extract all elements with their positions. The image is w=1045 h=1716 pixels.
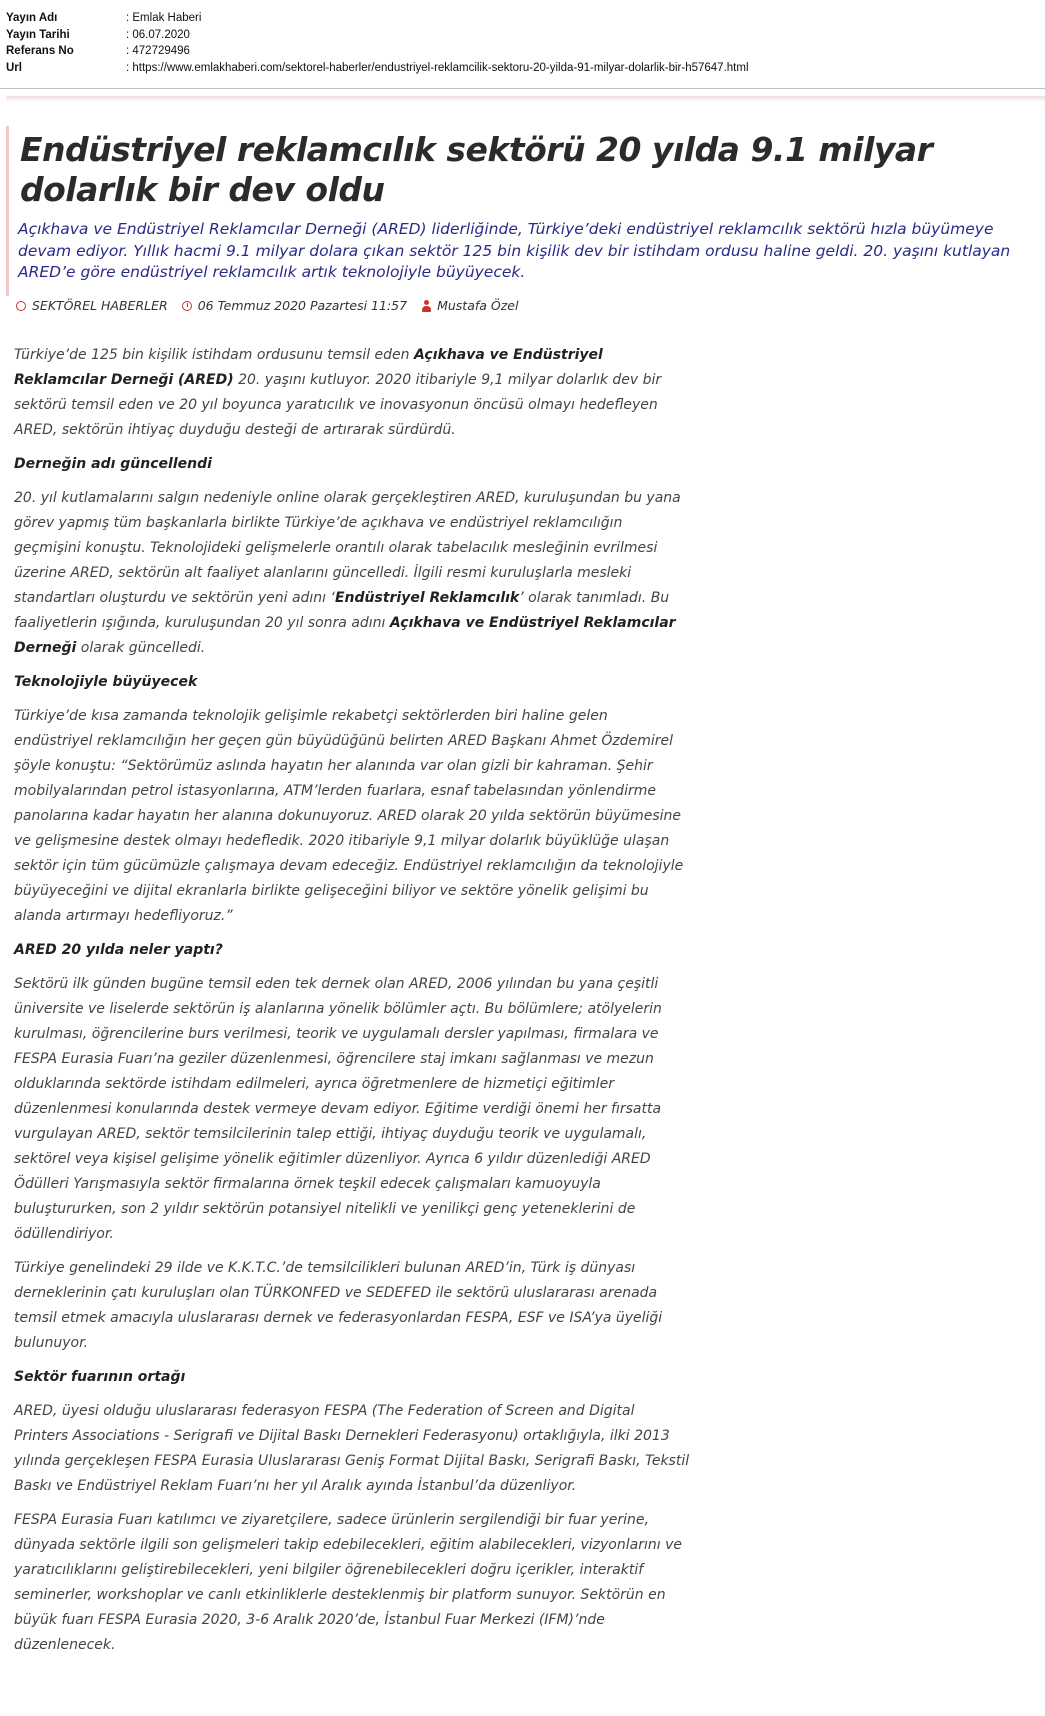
meta-value: : 472729496 — [126, 45, 190, 57]
clipping-meta — [6, 10, 1036, 76]
meta-row-date — [6, 27, 1036, 44]
meta-key: Yayın Tarihi — [6, 28, 70, 41]
article-title: Endüstriyel reklamcılık sektörü 20 yılda 9.1 milyar dolarlık bir dev oldu — [20, 130, 933, 209]
bold-text: Açıkhava ve Endüstriyel Reklamcılar Derneği (ARED) — [14, 347, 603, 388]
text: 20. yaşını kutluyor. 2020 itibariyle 9,1 milyar dolarlık dev bir sektörü temsil eden ve 20 yıl boyunca yaratıcılık ve inovasyonun öncüsü olmayı hedefleyen ARED, sektörün ihtiyaç duyduğu desteği de artırarak sürdürdü. — [14, 372, 662, 438]
meta-key: Url — [6, 61, 22, 74]
date-label: 06 Temmuz 2020 Pazartesi 11:57 — [197, 298, 408, 313]
text: 20. yıl kutlamalarını salgın nedeniyle online olarak gerçekleştiren ARED, kuruluşundan bu yana görev yapmış tüm başkanlarla birlikte Türkiye’de açıkhava ve endüstriyel reklamcılığın geçmişini konuştu. Teknolojideki gelişmelerle orantılı olarak tabelacılık mesleğinin evrilmesi üzerine ARED, sektörün alt faaliyet alanlarını güncelledi. İlgili resmi kuruluşlarla mesleki standartları oluşturdu ve sektörün yeni adını ‘ — [14, 490, 681, 606]
meta-value: : 06.07.2020 — [126, 28, 190, 41]
paragraph: Türkiye’de kısa zamanda teknolojik gelişimle rekabetçi sektörlerden biri haline gelen endüstriyel reklamcılığın her geçen gün büyüdüğünü belirten ARED Başkanı Ahmet Özdemirel şöyle konuştu: “Sektörümüz aslında hayatın her alanında var olan gizli bir kahraman. Şehir mobilyalarından petrol istasyonlarına, ATM’lerden fuarlara, esnaf tabelasından yönlendirme panolarına kadar hayatın her alanına dokunuyoruz. ARED olarak 20 yılda sektörün büyümesine ve gelişmesine destek olmayı hedefledik. 2020 itibariyle 9,1 milyar dolarlık büyüklüğe ulaşan sektör için tüm gücümüzle çalışmaya devam edeceğiz. Endüstriyel reklamcılığın da teknolojiyle büyüyeceğini ve dijital ekranlarla birlikte gelişeceğini biliyor ve sektöre yönelik gelişimi bu alanda artırmayı hedefliyoruz.” — [14, 708, 684, 924]
category-label: SEKTÖREL HABERLER — [32, 298, 168, 313]
section-heading: Derneğin adı güncellendi — [14, 456, 212, 472]
text: olarak güncelledi. — [76, 640, 206, 656]
meta-key: Referans No — [6, 45, 74, 57]
text: ’ olarak tanımladı. Bu faaliyetlerin ışığında, kuruluşundan 20 yıl sonra adını — [14, 590, 670, 631]
paragraph — [14, 486, 690, 661]
byline-author[interactable] — [421, 298, 518, 313]
paragraph: Sektörü ilk günden bugüne temsil eden tek dernek olan ARED, 2006 yılından bu yana çeşitli üniversite ve liselerde sektörün iş alanlarına yönelik bölümler açtı. Bu bölümlere; atölyelerin kurulması, öğrencilerine burs verilmesi, teorik ve uygulamalı dersler yapılması, firmalara ve FESPA Eurasia Fuarı’na geziler düzenlenmesi, öğrencilere staj imkanı sağlanması ve mezun olduklarında sektörde istihdam edilmeleri, ayrıca öğretmenlere de hizmetiçi eğitimler düzenlenmesi konularında destek vermeye devam ediyor. Eğitime verdiği önemi her fırsatta vurgulayan ARED, sektör temsilcilerinin talep ettiği, ihtiyaç duyduğu teorik ve uygulamalı, sektörel veya kişisel gelişime yönelik eğitimler düzenliyor. Ayrıca 6 yıldır düzenlediği ARED Ödülleri Yarışmasıyla sektör firmalarına örnek teşkil edecek çalışmaları kamuoyuyla buluştururken, son 2 yıldır sektörün potansiyel nitelikli ve yenilikçi genç yeteneklerini de ödüllendiriyor. — [14, 976, 662, 1242]
meta-divider — [0, 88, 1045, 89]
article-top-border — [6, 96, 1045, 102]
article-lead: Açıkhava ve Endüstriyel Reklamcılar Derneği (ARED) liderliğinde, Türkiye’deki endüstriyel reklamcılık sektörü hızla büyümeye devam ediyor. Yıllık hacmi 9.1 milyar dolara çıkan sektör 125 bin kişilik dev bir istihdam ordusu haline geldi. 20. yaşını kutlayan ARED’e göre endüstriyel reklamcılık artık teknolojiyle büyüyecek. — [18, 220, 1011, 281]
meta-row-publication — [6, 10, 1036, 27]
category-circle-icon — [16, 301, 26, 311]
paragraph: Türkiye genelindeki 29 ilde ve K.K.T.C.’de temsilcilikleri bulunan ARED’in, Türk iş dünyası derneklerinin çatı kuruluşları olan TÜRKONFED ve SEDEFED ile sektörü uluslararası arenada temsil etmek amacıyla uluslararası dernek ve federasyonlardan FESPA, ESF ve ISA’ya üyeliği bulunuyor. — [14, 1260, 663, 1351]
meta-row-reference — [6, 43, 1036, 60]
text: Türkiye’de 125 bin kişilik istihdam ordusunu temsil eden — [14, 347, 414, 363]
meta-url-value[interactable]: : https://www.emlakhaberi.com/sektorel-haberler/endustriyel-reklamcilik-sektoru-20-yilda-91-milyar-dolarlik-bir-h57647.html — [126, 61, 749, 74]
article-body — [14, 343, 690, 1667]
paragraph — [14, 343, 690, 443]
meta-row-url — [6, 60, 1036, 77]
meta-value: : Emlak Haberi — [126, 12, 202, 24]
paragraph: FESPA Eurasia Fuarı katılımcı ve ziyaretçilere, sadece ürünlerin sergilendiği bir fuar yerine, dünyada sektörle ilgili son gelişmeleri takip edebilecekleri, eğitim alabilecekleri, vizyonlarını ve yaratıcılıklarını geliştirebilecekleri, yeni bilgiler öğrenebilecekleri doğru içerikler, interaktif seminerler, workshoplar ve canlı etkinliklerle desteklenmiş bir platform sunuyor. Sektörün en büyük fuarı FESPA Eurasia 2020, 3-6 Aralık 2020’de, İstanbul Fuar Merkezi (IFM)’nde düzenlenecek. — [14, 1512, 682, 1653]
author-label: Mustafa Özel — [437, 298, 519, 313]
clock-icon — [182, 301, 192, 311]
bold-text: Endüstriyel Reklamcılık — [334, 590, 520, 606]
user-icon — [421, 300, 431, 312]
section-heading: ARED 20 yılda neler yaptı? — [14, 942, 223, 958]
byline-category[interactable] — [16, 298, 168, 313]
paragraph: ARED, üyesi olduğu uluslararası federasyon FESPA (The Federation of Screen and Digital Printers Associations - Serigrafi ve Dijital Baskı Dernekleri Federasyonu) ortaklığıyla, ilki 2013 yılında gerçekleşen FESPA Eurasia Uluslararası Geniş Format Dijital Baskı, Serigrafi Baskı, Tekstil Baskı ve Endüstriyel Reklam Fuarı’nı her yıl Aralık ayında İstanbul’da düzenliyor. — [14, 1403, 690, 1494]
section-heading: Sektör fuarının ortağı — [14, 1369, 186, 1385]
article-byline — [16, 298, 532, 313]
byline-date — [182, 298, 407, 313]
meta-key: Yayın Adı — [6, 12, 58, 24]
title-accent-bar — [6, 126, 9, 296]
section-heading: Teknolojiyle büyüyecek — [14, 674, 198, 690]
bold-text: Açıkhava ve Endüstriyel Reklamcılar Derneği — [14, 615, 676, 656]
